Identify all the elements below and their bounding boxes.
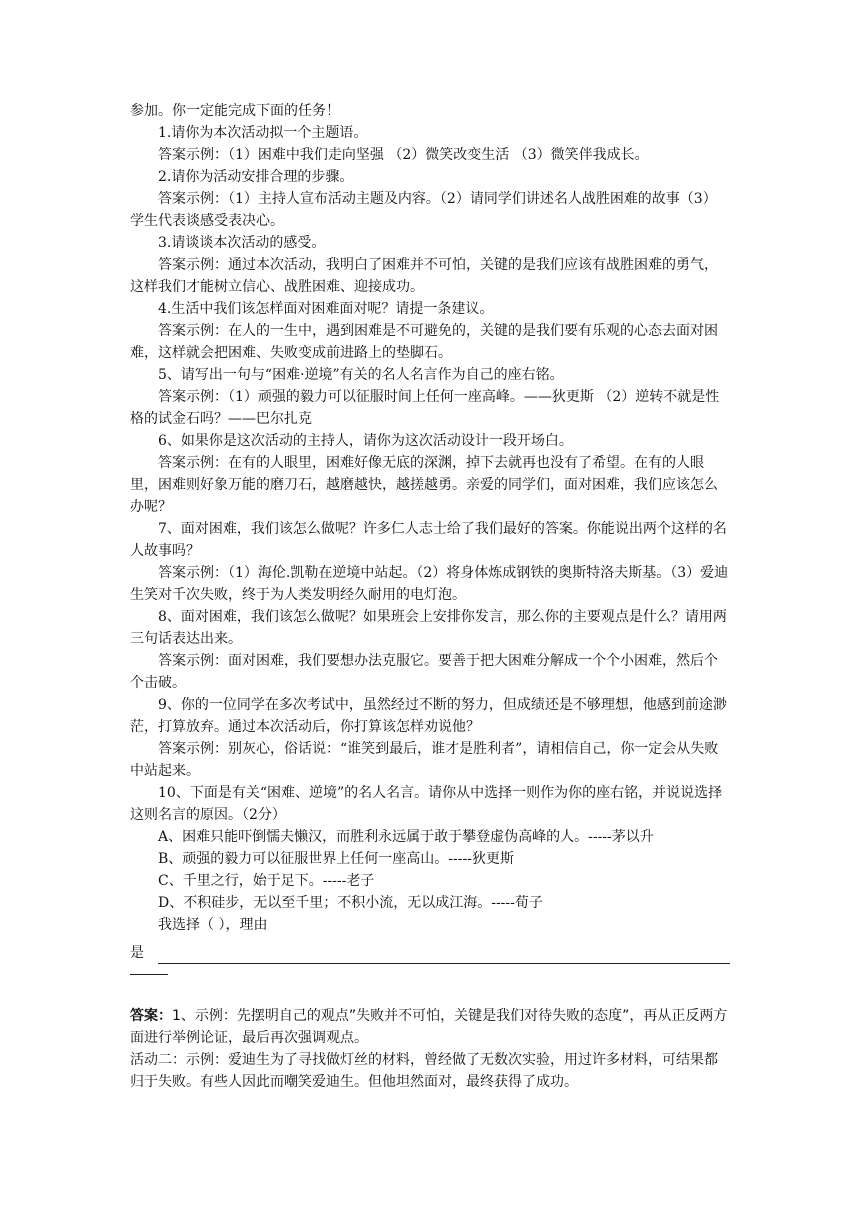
- reason-answer-row: [130, 938, 730, 964]
- reason-answer-blank[interactable]: [158, 945, 730, 964]
- question-9: 9、你的一位同学在多次考试中，虽然经过不断的努力，但成绩还是不够理想，他感到前途渺茫，打算放弃。通过本次活动后，你打算该怎样劝说他？: [130, 697, 727, 735]
- answer-text: 1、示例：先摆明自己的观点”失败并不可怕，关键是我们对待失败的态度”，再从正反两方面进行举例论证，最后再次强调观点。: [130, 1008, 728, 1046]
- option-a: A、困难只能吓倒懦夫懒汉，而胜利永远属于敢于攀登虚伪高峰的人。-----茅以升: [158, 829, 654, 845]
- answer-9: 答案示例：别灰心，俗话说：“谁笑到最后，谁才是胜利者”，请相信自己，你一定会从失败中站起来。: [130, 741, 719, 779]
- question-7: 7、面对困难，我们该怎么做呢？许多仁人志士给了我们最好的答案。你能说出两个这样的名人故事吗？: [130, 521, 727, 559]
- answer-5: 答案示例：（1）顽强的毅力可以征服时间上任何一座高峰。——狄更斯 （2）逆转不就是性格的试金石吗？——巴尔扎克: [130, 389, 720, 427]
- answer-label: 答案：: [130, 1008, 172, 1024]
- question-10: 10、下面是有关“困难、逆境”的名人名言。请你从中选择一则作为你的座右铭，并说说选择这则名言的原因。（2分）: [130, 785, 723, 823]
- choose-line: 我选择（ ），理由: [158, 917, 268, 933]
- question-2: 2.请你为活动安排合理的步骤。: [158, 169, 354, 185]
- is-label: 是: [130, 945, 144, 961]
- question-4: 4.生活中我们该怎样面对困难面对呢？请提一条建议。: [158, 301, 494, 317]
- answer-8: 答案示例：面对困难，我们要想办法克服它。要善于把大困难分解成一个个小困难，然后个个击破。: [130, 653, 718, 691]
- question-1: 1.请你为本次活动拟一个主题语。: [158, 125, 368, 141]
- option-c: C、千里之行，始于足下。-----老子: [158, 873, 375, 889]
- question-list: [130, 122, 730, 782]
- answer-4: 答案示例：在人的一生中，遇到困难是不可避免的，关键的是我们要有乐观的心态去面对困难，这样就会把困难、失败变成前进路上的垫脚石。: [130, 323, 718, 361]
- document-page: [130, 100, 730, 1093]
- option-b: B、顽强的毅力可以征服世界上任何一座高山。-----狄更斯: [158, 851, 514, 867]
- question-8: 8、面对困难，我们该怎么做呢？如果班会上安排你发言，那么你的主要观点是什么？请用两三句话表达出来。: [130, 609, 727, 647]
- question-3: 3.请谈谈本次活动的感受。: [158, 235, 326, 251]
- answer-section: [130, 1005, 730, 1093]
- answer-7: 答案示例：（1）海伦.凯勒在逆境中站起。（2）将身体炼成钢铁的奥斯特洛夫斯基。（3）爱迪生笑对千次失败，终于为人类发明经久耐用的电灯泡。: [130, 565, 729, 603]
- question-5: 5、请写出一句与“困难·逆境”有关的名人名言作为自己的座右铭。: [158, 367, 564, 383]
- reason-answer-blank-continued[interactable]: [130, 964, 168, 975]
- answer-1: 答案示例：（1）困难中我们走向坚强 （2）微笑改变生活 （3）微笑伴我成长。: [158, 147, 649, 163]
- answer-paragraph: [130, 1005, 730, 1049]
- answer-2: 答案示例：（1）主持人宣布活动主题及内容。（2）请同学们讲述名人战胜困难的故事（3）学生代表谈感受表决心。: [130, 191, 717, 229]
- option-d: D、不积硅步，无以至千里；不积小流，无以成江海。-----荀子: [158, 895, 543, 911]
- question-6: 6、如果你是这次活动的主持人，请你为这次活动设计一段开场白。: [158, 433, 573, 449]
- activity-two: 活动二：示例：爱迪生为了寻找做灯丝的材料，曾经做了无数次实验，用过许多材料，可结果都归于失败。有些人因此而嘲笑爱迪生。但他坦然面对，最终获得了成功。: [130, 1052, 718, 1090]
- answer-6: 答案示例：在有的人眼里，困难好像无底的深渊，掉下去就再也没有了希望。在有的人眼里，困难则好象万能的磨刀石，越磨越快，越搓越勇。亲爱的同学们，面对困难，我们应该怎么办呢？: [130, 455, 718, 515]
- answer-3: 答案示例：通过本次活动，我明白了困难并不可怕，关键的是我们应该有战胜困难的勇气，这样我们才能树立信心、战胜困难、迎接成功。: [130, 257, 718, 295]
- intro-line: 参加。你一定能完成下面的任务！: [130, 103, 340, 119]
